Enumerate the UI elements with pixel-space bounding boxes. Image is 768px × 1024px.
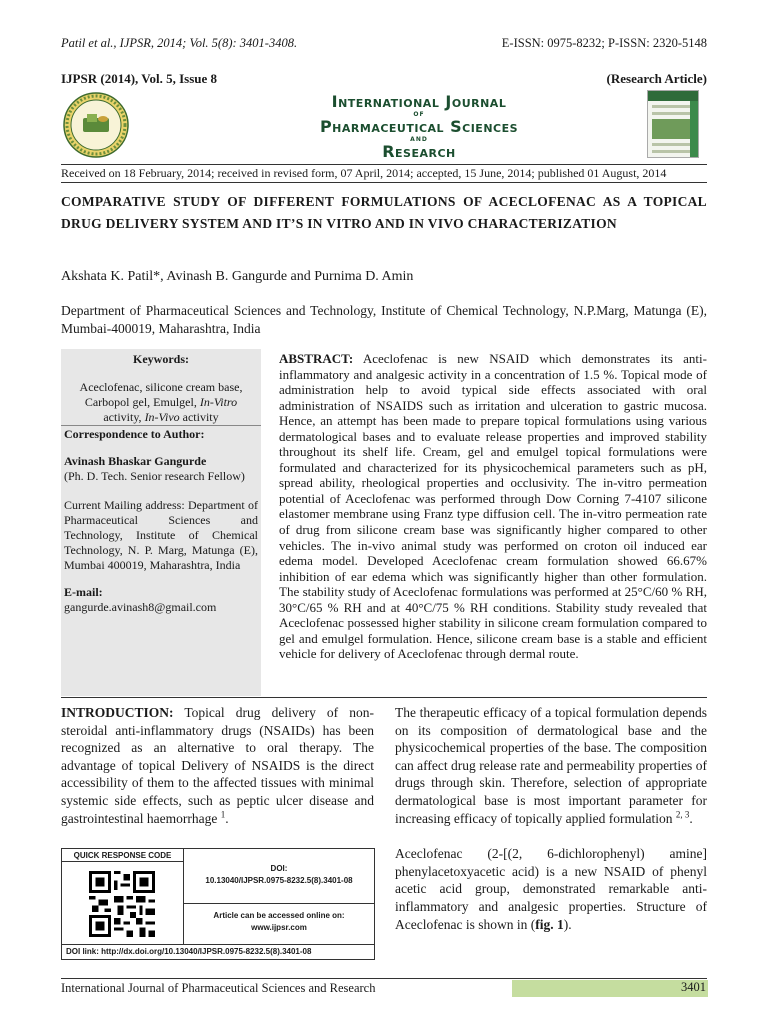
correspondence-title: Correspondence to Author: [64, 427, 205, 441]
abstract-label: ABSTRACT: [279, 351, 354, 366]
journal-wordmark: International Journal of Pharmaceutical Sciences and Research [319, 92, 519, 161]
access-url-link[interactable]: www.ijpsr.com [251, 923, 307, 932]
page-number: 3401 [681, 980, 706, 994]
body-paragraph: Aceclofenac (2-[(2, 6-dichlorophenyl) amine] phenylacetoxyacetic acid) is a new NSAID of phenyl acetic acid group, demonstrated remarkable anti-inflammatory and analgesic properties. Structure of Aceclofenac is shown in (fig. 1). [395, 846, 707, 932]
corresponding-author-name: Avinash Bhaskar Gangurde [64, 454, 207, 468]
corresponding-author-role: (Ph. D. Tech. Senior research Fellow) [64, 469, 245, 483]
article-type: (Research Article) [606, 71, 707, 86]
qr-code-icon[interactable] [89, 871, 155, 937]
figure-ref[interactable]: fig. 1 [535, 916, 564, 932]
divider [61, 697, 707, 698]
running-header [61, 36, 707, 51]
qr-column [62, 849, 184, 944]
doi-cell [184, 849, 374, 904]
article-title: COMPARATIVE STUDY OF DIFFERENT FORMULATIONS OF ACECLOFENAC AS A TOPICAL DRUG DELIVERY SYSTEM AND IT’S IN VITRO AND IN VIVO CHARACTERIZATION [61, 194, 707, 231]
keywords-title: Keywords: [133, 352, 189, 366]
introduction-paragraph: INTRODUCTION: Topical drug delivery of non-steroidal anti-inflammatory drugs (NSAIDs) has been recognized as an alternative to oral therapy. The advantage of topical Delivery of NSAIDS is the direct accessibility of them to the affected tissues with minimal systemic side effects, such as peptic ulcer disease and gastrointestinal haemorrhage $^1$. [61, 705, 374, 826]
issue-header [61, 71, 707, 87]
body-paragraph: The therapeutic efficacy of a topical formulation depends on its composition of dermatological base and the physicochemical properties of the base. The composition can affect drug release rate and permeability properties of drugs through skin. Therefore, selection of appropriate dermatological base is most important parameter for increasing efficacy of topically applied formulation $^{2, 3}$. [395, 705, 707, 826]
access-cell [184, 904, 374, 944]
authors: Akshata K. Patil*, Avinash B. Gangurde and Purnima D. Amin [61, 269, 414, 284]
article-access-box [61, 848, 375, 960]
footer-page-bar [512, 980, 708, 997]
issn: E-ISSN: 0975-8232; P-ISSN: 2320-5148 [501, 36, 707, 50]
journal-banner [61, 88, 707, 162]
journal-seal-logo [63, 92, 129, 158]
journal-issue: IJPSR (2014), Vol. 5, Issue 8 [61, 71, 218, 86]
divider [61, 164, 707, 165]
abstract-text: Aceclofenac is new NSAID which demonstrates its anti-inflammatory and analgesic activity in a concentration of 1.5 %. Topical mode of administration help to avoid typical side effects associated with oral administration of NSAIDS such as irritation and ulceration to gastric mucosa. Hence, an attempt has been made to prepare topical formulations using various dermatological bases and to evaluate release properties and improved stability throughout its shelf life. Cream, gel and emulgel topical formulations were formulated and characterized for its physicochemical parameters such as pH, spread ability, rheological properties and occlusivity. The in-vitro permeation potential of Aceclofenac was performed through Dow Corning 7-4107 silicone elastomer membrane using Franz type diffusion cell. The in-vitro permeation rate of drug from silicone cream base was significantly higher compared to other vehicles. The in-vivo animal study was performed on croton oil induced ear edema model. Developed Aceclofenac cream formulation showed 66.67% inhibition of ear edema which was significantly higher than other formulation. The stability study of Aceclofenac formulations was performed at 25°C/60 % RH, 30°C/65 % RH and at 40°C/75 % RH conditions. Stability study revealed that Aceclofenac possessed higher stability in silicone cream formulation compared to gel and emulgel formulation. Hence, silicone cream base is a stable and efficient vehicle for delivery of Aceclofenac through dermal route. [279, 351, 707, 662]
abstract [279, 351, 707, 662]
divider [61, 978, 707, 979]
doi-value[interactable]: 10.13040/IJPSR.0975-8232.5(8).3401-08 [205, 876, 353, 885]
article-dates: Received on 18 February, 2014; received in revised form, 07 April, 2014; accepted, 15 June, 2014; published 01 August, 2014 [61, 166, 667, 180]
divider [61, 182, 707, 183]
email-title: E-mail: [64, 585, 103, 599]
access-label: Article can be accessed online on: [213, 911, 345, 920]
doi-link[interactable]: DOI link: http://dx.doi.org/10.13040/IJPSR.0975-8232.5(8).3401-08 [62, 944, 374, 959]
doi-label: DOI: [270, 864, 288, 873]
citation-ref[interactable]: 2, 3 [675, 809, 690, 820]
qr-label: QUICK RESPONSE CODE [62, 849, 183, 862]
email-address[interactable]: gangurde.avinash8@gmail.com [64, 600, 217, 614]
citation-ref[interactable]: 1 [220, 809, 226, 820]
keywords-list: Aceclofenac, silicone cream base, Carbopol gel, Emulgel, In-Vitro activity, In-Vivo activity [79, 380, 243, 424]
citation: Patil et al., IJPSR, 2014; Vol. 5(8): 3401-3408. [61, 36, 298, 50]
journal-cover-thumbnail [647, 90, 699, 158]
article-info-sidebar [61, 349, 261, 696]
divider [61, 425, 261, 426]
footer-journal-name: International Journal of Pharmaceutical Sciences and Research [61, 981, 376, 995]
mailing-address: Current Mailing address: Department of Pharmaceutical Sciences and Technology, Institute of Chemical Technology, N. P. Marg, Matunga (E), Mumbai 400019, Maharashtra, India [64, 498, 258, 572]
body-right-column [395, 704, 707, 933]
introduction-label: INTRODUCTION: [61, 705, 174, 720]
affiliation: Department of Pharmaceutical Sciences and Technology, Institute of Chemical Technology, N.P.Marg, Matunga (E), Mumbai-400019, Maharashtra, India [61, 303, 707, 336]
